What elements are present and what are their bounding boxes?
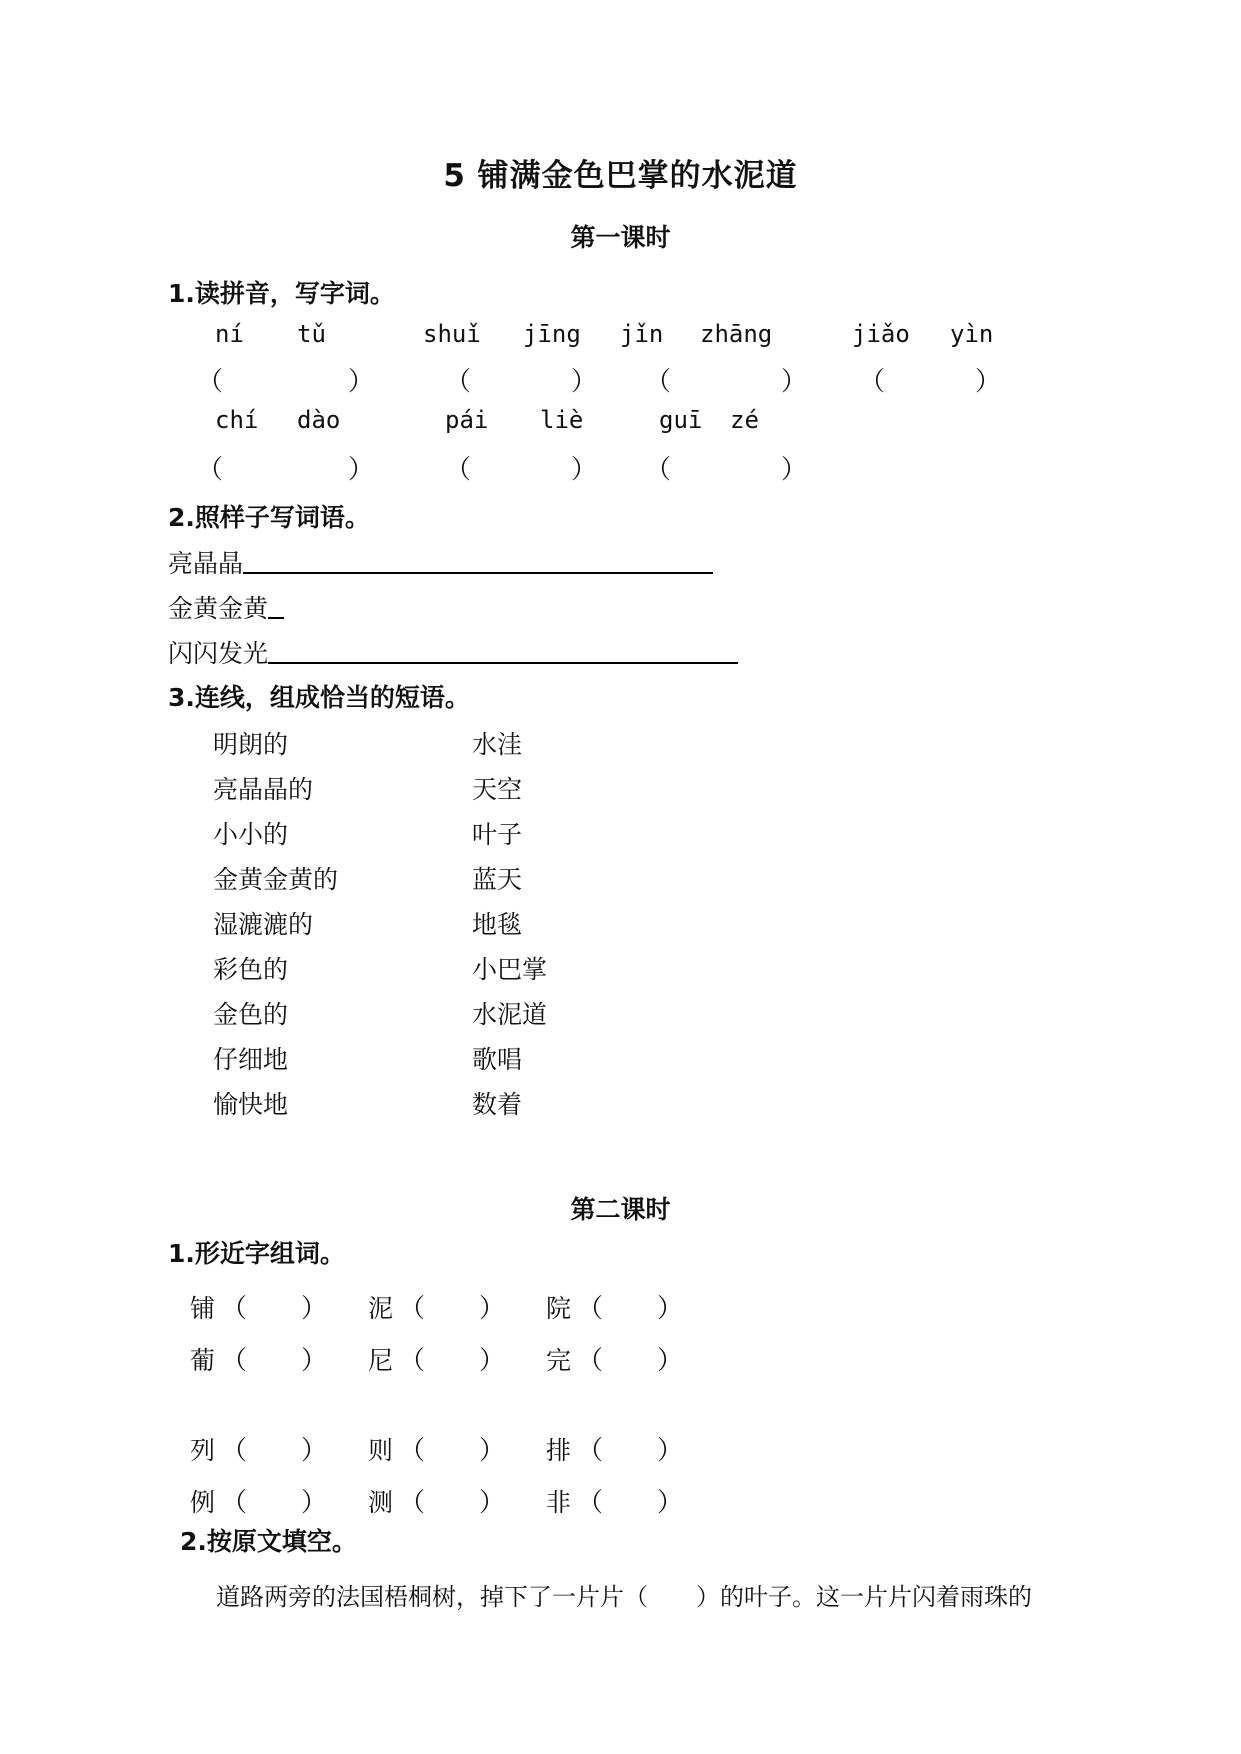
paren-blank [399,1482,505,1519]
match-item: 仔细地 [213,1045,289,1074]
example-word-line [168,634,738,670]
example-word: 闪闪发光 [168,639,269,668]
open-paren: （ [221,1488,248,1518]
character: 例 [190,1488,216,1517]
close-paren: ） [301,1436,328,1466]
character: 则 [368,1436,394,1465]
pinyin-syllable: yìn [950,320,994,348]
paren-blank [399,1288,505,1325]
open-paren: （ [645,455,672,485]
match-item: 叶子 [472,820,523,849]
close-paren: ） [479,1488,506,1518]
match-item: 明朗的 [213,730,289,759]
write-in-line [243,550,713,574]
pinyin-syllable: jǐn [620,320,664,348]
close-paren: ） [571,367,598,397]
pinyin-syllable: chí [215,406,259,434]
paren-blank [399,1340,505,1377]
write-in-line [268,640,738,664]
open-paren: （ [399,1294,426,1324]
page-title: 5 铺满金色巴掌的水泥道 [443,158,798,194]
example-word-line [168,589,284,625]
match-item: 歌唱 [472,1045,523,1074]
fill-blank-paragraph: 道路两旁的法国梧桐树，掉下了一片片（ ）的叶子。这一片片闪着雨珠的 [216,1583,1032,1611]
open-paren: （ [577,1346,604,1376]
close-paren: ） [657,1346,684,1376]
open-paren: （ [445,455,472,485]
open-paren: （ [445,367,472,397]
s1-q2-label: 2.照样子写词语。 [168,503,370,532]
match-item: 彩色的 [213,955,289,984]
paren-blank [577,1482,683,1519]
open-paren: （ [577,1436,604,1466]
close-paren: ） [348,455,375,485]
match-item: 数着 [472,1090,523,1119]
character: 非 [546,1488,572,1517]
match-item: 天空 [472,775,523,804]
close-paren: ） [657,1294,684,1324]
character: 列 [190,1436,216,1465]
paren-blank [221,1430,327,1467]
s1-q1-label: 1.读拼音，写字词。 [168,279,395,308]
paren-blank [221,1288,327,1325]
close-paren: ） [781,367,808,397]
character: 铺 [190,1294,216,1323]
pinyin-syllable: zhāng [700,320,773,348]
paren-blank [221,1340,327,1377]
open-paren: （ [577,1294,604,1324]
paren-blank [221,1482,327,1519]
open-paren: （ [197,455,224,485]
session2-heading: 第二课时 [570,1195,671,1224]
pinyin-syllable: tǔ [297,320,326,348]
match-item: 水泥道 [472,1000,548,1029]
character: 葡 [190,1346,216,1375]
match-item: 金黄金黄的 [213,865,339,894]
write-in-line [268,595,284,619]
close-paren: ） [657,1488,684,1518]
open-paren: （ [859,367,886,397]
match-item: 湿漉漉的 [213,910,314,939]
character: 排 [546,1436,572,1465]
paren-blank [577,1430,683,1467]
s2-q1-label: 1.形近字组词。 [168,1239,345,1268]
close-paren: ） [301,1488,328,1518]
character: 测 [368,1488,394,1517]
close-paren: ） [301,1294,328,1324]
match-item: 愉快地 [213,1090,289,1119]
open-paren: （ [399,1346,426,1376]
match-item: 金色的 [213,1000,289,1029]
close-paren: ） [479,1436,506,1466]
open-paren: （ [221,1436,248,1466]
pinyin-syllable: dào [297,406,341,434]
match-item: 亮晶晶的 [213,775,314,804]
open-paren: （ [399,1436,426,1466]
paren-blank [577,1340,683,1377]
example-word-line [168,544,713,580]
example-word: 亮晶晶 [168,549,244,578]
open-paren: （ [221,1346,248,1376]
pinyin-syllable: liè [540,406,584,434]
match-item: 蓝天 [472,865,523,894]
character: 尼 [368,1346,394,1375]
character: 完 [546,1346,572,1375]
pinyin-syllable: jiǎo [852,320,910,348]
pinyin-syllable: jīng [523,320,581,348]
close-paren: ） [657,1436,684,1466]
pinyin-syllable: shuǐ [423,320,481,348]
match-item: 小小的 [213,820,289,849]
close-paren: ） [571,455,598,485]
character: 泥 [368,1294,394,1323]
close-paren: ） [479,1346,506,1376]
match-column-right [472,722,547,1127]
pinyin-syllable: pái [445,406,489,434]
match-item: 地毯 [472,910,523,939]
close-paren: ） [975,367,1002,397]
close-paren: ） [348,367,375,397]
paren-blank [577,1288,683,1325]
session1-heading: 第一课时 [570,223,671,252]
pinyin-syllable: guī [659,406,703,434]
paren-blank [399,1430,505,1467]
match-item: 水洼 [472,730,523,759]
pinyin-syllable: zé [730,406,759,434]
pinyin-syllable: ní [215,320,244,348]
open-paren: （ [645,367,672,397]
open-paren: （ [197,367,224,397]
close-paren: ） [781,455,808,485]
match-column-left [213,722,338,1127]
close-paren: ） [301,1346,328,1376]
close-paren: ） [479,1294,506,1324]
match-item: 小巴掌 [472,955,548,984]
character: 院 [546,1294,572,1323]
open-paren: （ [221,1294,248,1324]
s1-q3-label: 3.连线，组成恰当的短语。 [168,683,470,712]
example-word: 金黄金黄 [168,594,269,623]
s2-q2-label: 2.按原文填空。 [180,1527,357,1556]
open-paren: （ [399,1488,426,1518]
open-paren: （ [577,1488,604,1518]
